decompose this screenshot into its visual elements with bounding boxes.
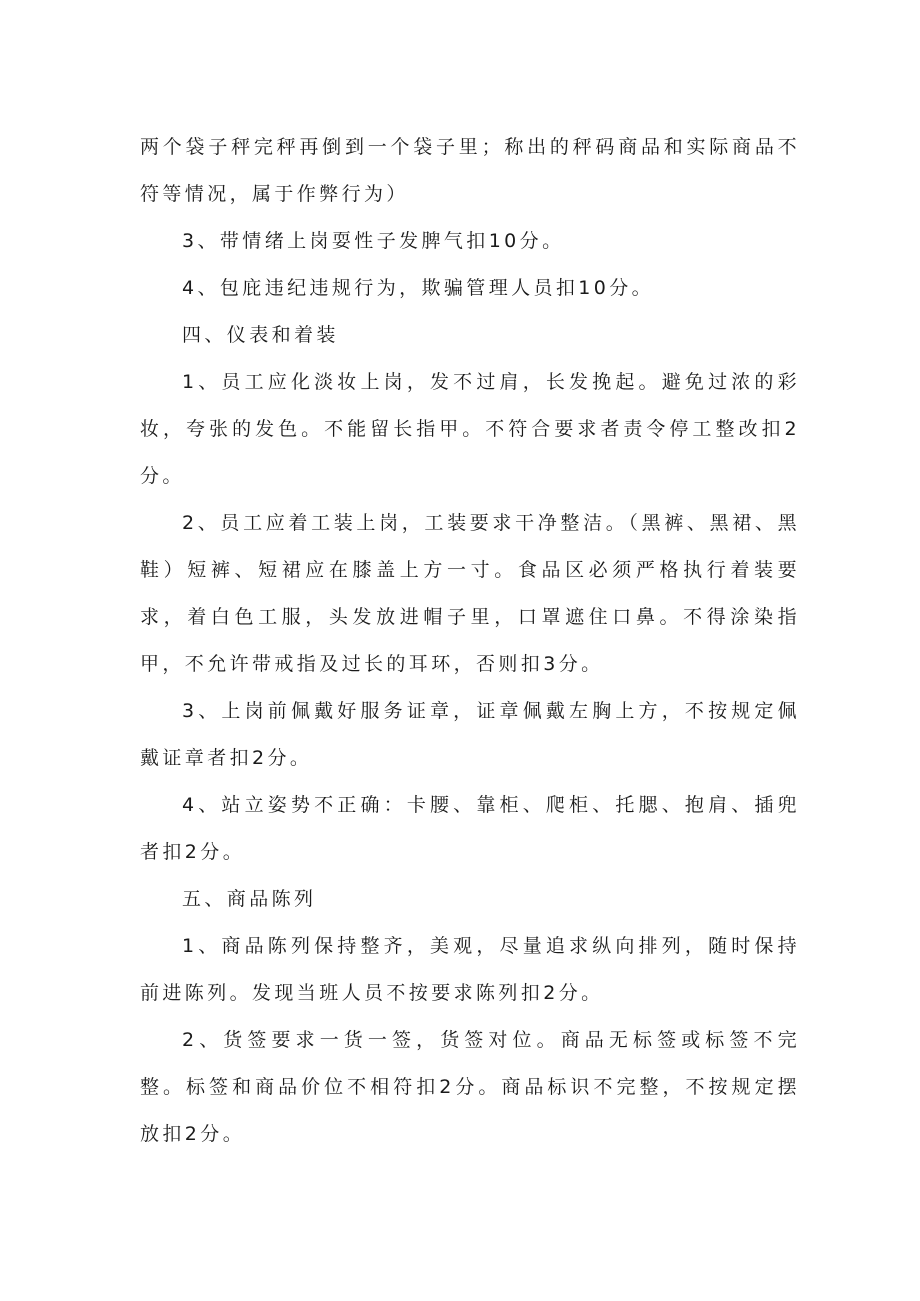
paragraph: 2、员工应着工装上岗，工装要求干净整洁。（黑裤、黑裙、黑鞋）短裤、短裙应在膝盖上方一寸。食品区必须严格执行着装要求，着白色工服，头发放进帽子里，口罩遮住口鼻。不得涂染指甲，不允许带戒指及过长的耳环，否则扣3分。 [140, 512, 800, 675]
paragraph: 1、商品陈列保持整齐，美观，尽量追求纵向排列，随时保持前进陈列。发现当班人员不按要求陈列扣2分。 [140, 935, 800, 1004]
paragraph: 4、站立姿势不正确：卡腰、靠柜、爬柜、托腮、抱肩、插兜者扣2分。 [140, 794, 800, 863]
paragraph: 2、货签要求一货一签，货签对位。商品无标签或标签不完整。标签和商品价位不相符扣2分。商品标识不完整，不按规定摆放扣2分。 [140, 1029, 800, 1145]
paragraph: 4、包庇违纪违规行为，欺骗管理人员扣10分。 [182, 277, 655, 299]
paragraph: 3、上岗前佩戴好服务证章，证章佩戴左胸上方，不按规定佩戴证章者扣2分。 [140, 700, 800, 769]
section-heading: 四、仪表和着装 [182, 324, 339, 346]
paragraph: 3、带情绪上岗耍性子发脾气扣10分。 [182, 230, 565, 252]
paragraph: 1、员工应化淡妆上岗，发不过肩，长发挽起。避免过浓的彩妆，夸张的发色。不能留长指甲。不符合要求者责令停工整改扣2分。 [140, 371, 800, 487]
paragraph: 两个袋子秤完秤再倒到一个袋子里；称出的秤码商品和实际商品不符等情况，属于作弊行为） [140, 136, 800, 205]
section-heading: 五、商品陈列 [182, 888, 317, 910]
document-page [140, 124, 800, 1158]
